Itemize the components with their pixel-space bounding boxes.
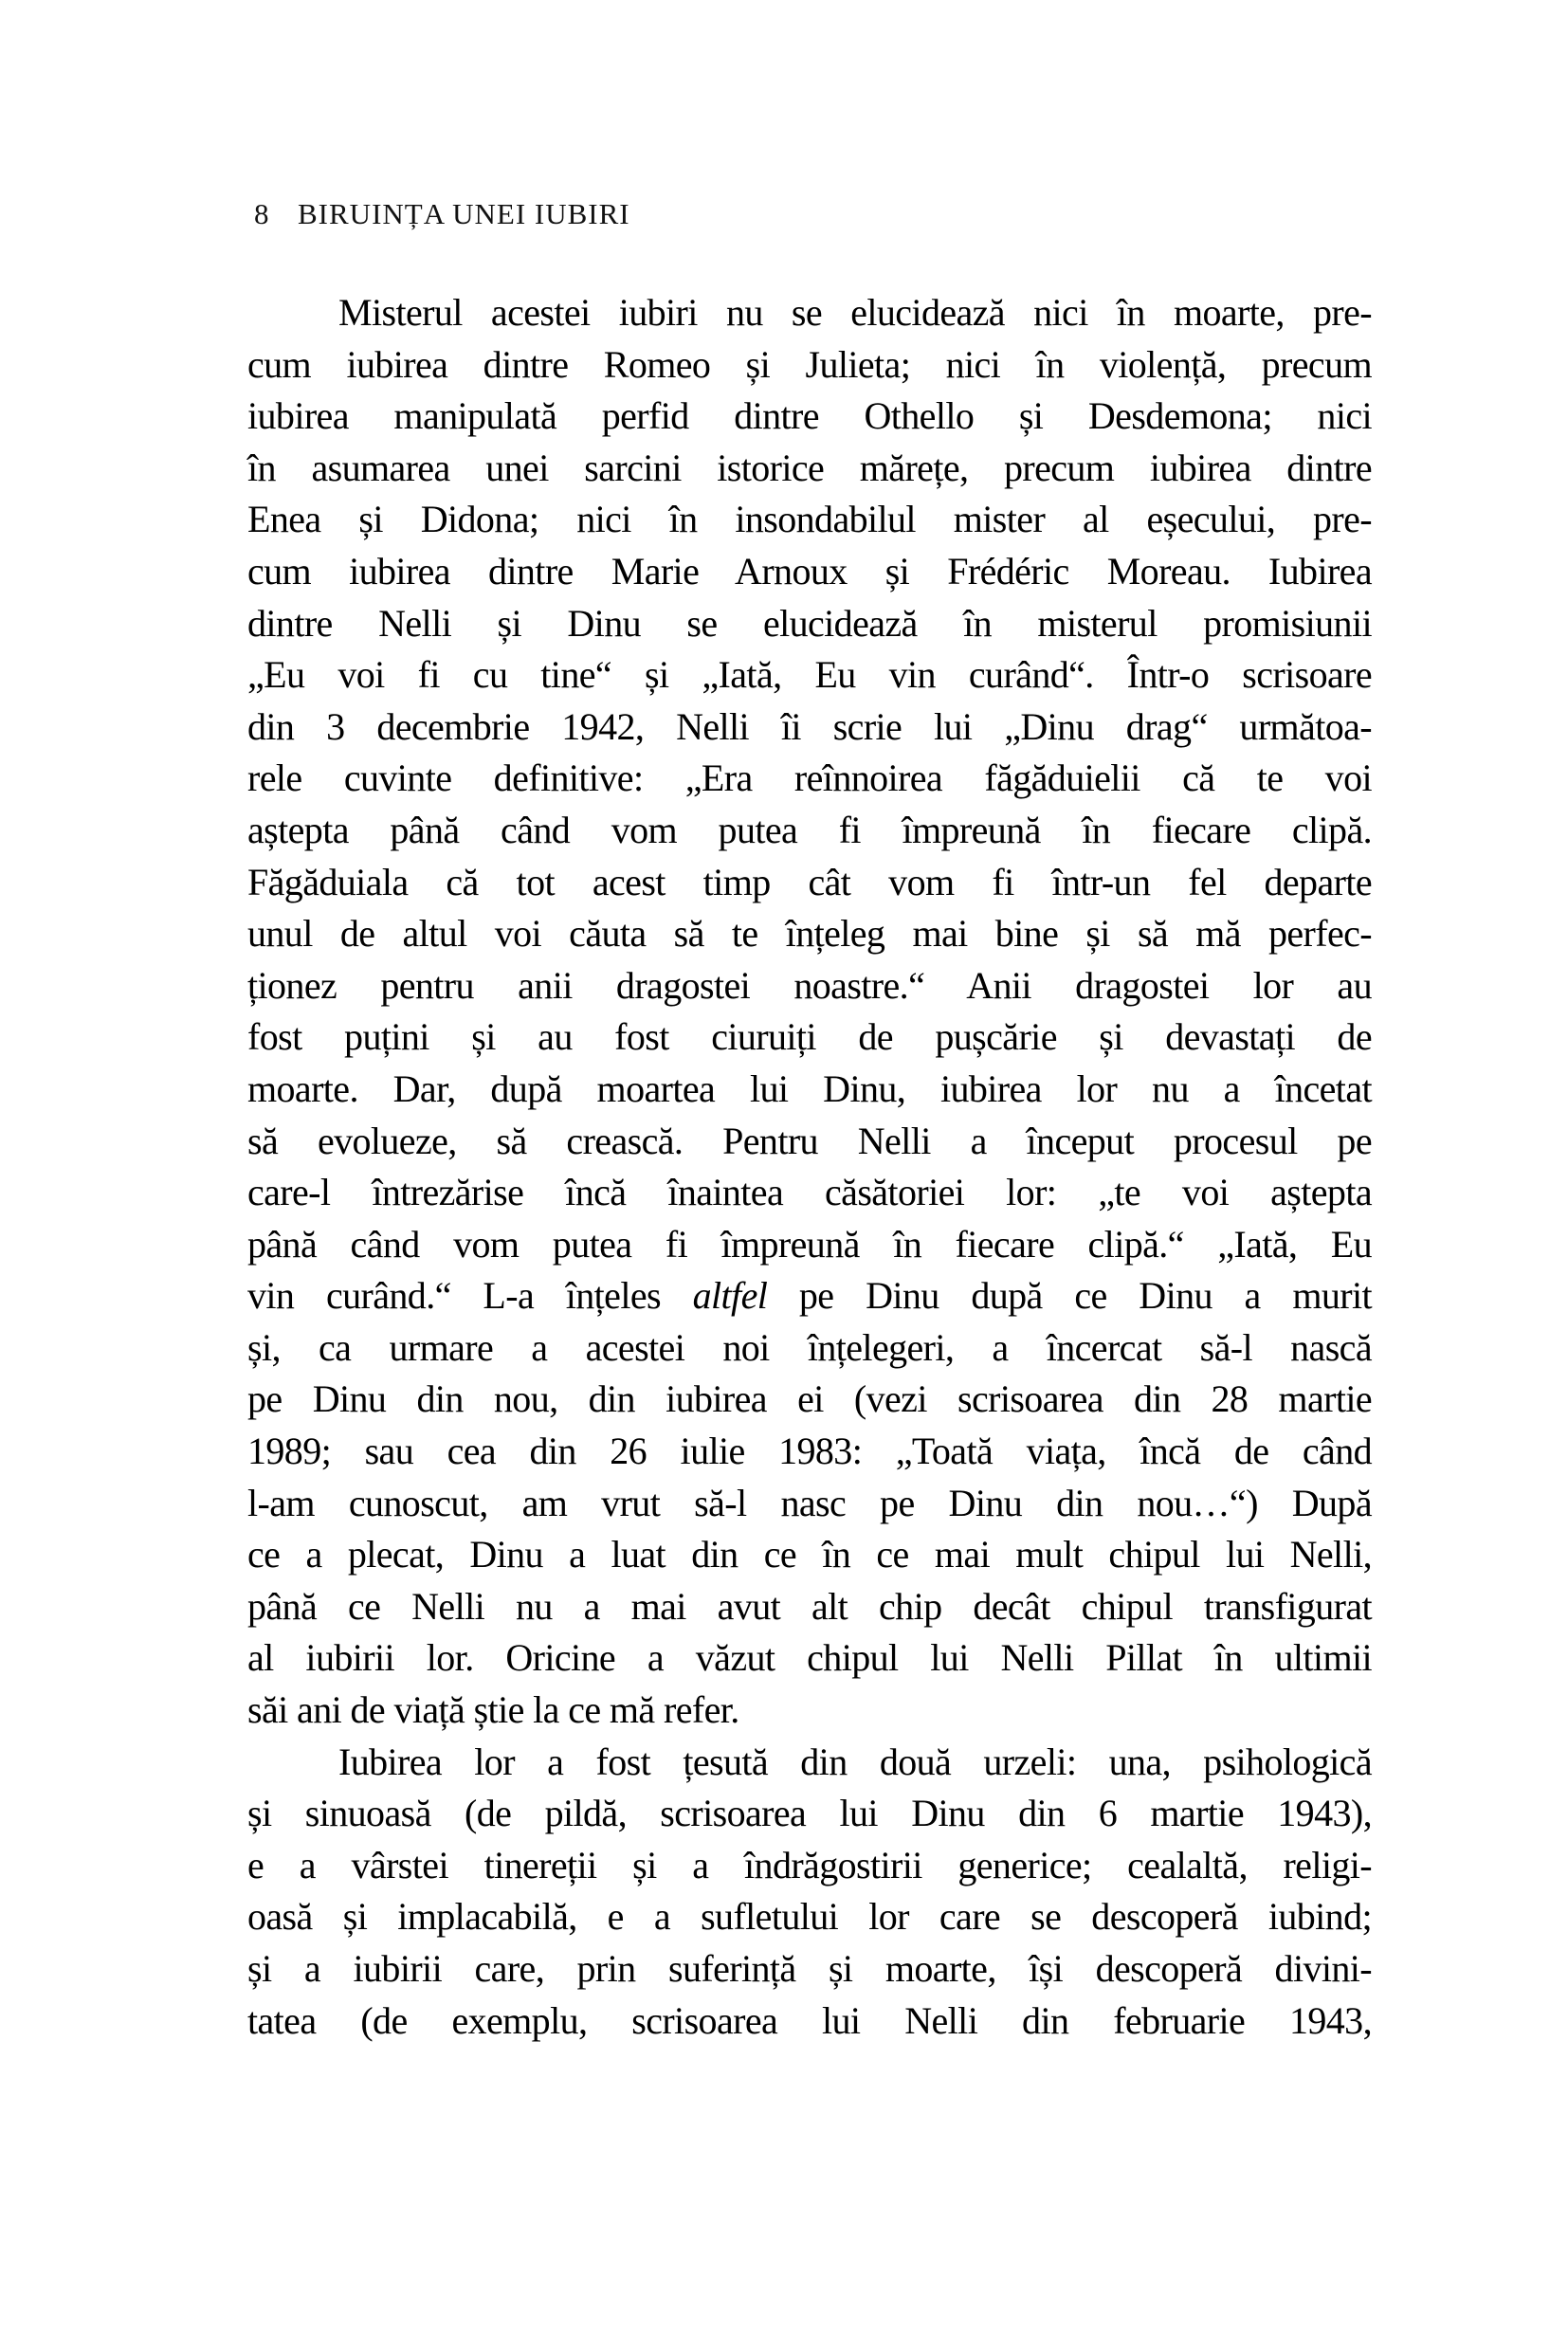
text-line: aștepta până când vom putea fi împreună în fiecare clipă. bbox=[247, 808, 1372, 851]
italic-emphasis: altfel bbox=[692, 1274, 768, 1318]
text-segment: pe Dinu după ce Dinu a murit bbox=[767, 1274, 1373, 1318]
page-number: 8 bbox=[254, 197, 270, 230]
text-line: până ce Nelli nu a mai avut alt chip decât chipul transfigurat bbox=[247, 1584, 1372, 1628]
text-line: ce a plecat, Dinu a luat din ce în ce mai mult chipul lui Nelli, bbox=[247, 1533, 1372, 1576]
text-line: și, ca urmare a acestei noi înțelegeri, a încercat să-l nască bbox=[247, 1325, 1372, 1369]
text-line: al iubirii lor. Oricine a văzut chipul lui Nelli Pillat în ultimii bbox=[247, 1636, 1372, 1680]
text-line: moarte. Dar, după moartea lui Dinu, iubirea lor nu a încetat bbox=[247, 1066, 1372, 1110]
text-line: să evolueze, să crească. Pentru Nelli a început procesul pe bbox=[247, 1119, 1372, 1162]
book-title: BIRUINȚA UNEI IUBIRI bbox=[298, 197, 630, 230]
text-line: Misterul acestei iubiri nu se elucidează nici în moarte, pre- bbox=[338, 291, 1372, 334]
text-line: dintre Nelli și Dinu se elucidează în misterul promisiunii bbox=[247, 601, 1372, 645]
text-line: l-am cunoscut, am vrut să-l nasc pe Dinu din nou…“) După bbox=[247, 1481, 1372, 1524]
text-line: rele cuvinte definitive: „Era reînnoirea făgăduielii că te voi bbox=[247, 756, 1372, 800]
text-line: e a vârstei tinereții și a îndrăgostirii generice; cealaltă, religi- bbox=[247, 1843, 1372, 1886]
text-line: 1989; sau cea din 26 iulie 1983: „Toată viața, încă de când bbox=[247, 1430, 1372, 1473]
text-line: pe Dinu din nou, din iubirea ei (vezi scrisoarea din 28 martie bbox=[247, 1377, 1372, 1421]
paragraph-1 bbox=[247, 287, 1372, 1737]
text-line: Iubirea lor a fost țesută din două urzeli: una, psihologică bbox=[338, 1740, 1372, 1783]
text-line: cum iubirea dintre Marie Arnoux și Frédéric Moreau. Iubirea bbox=[247, 549, 1372, 592]
text-line: unul de altul voi căuta să te înțeleg mai bine și să mă perfec- bbox=[247, 912, 1372, 956]
text-line: până când vom putea fi împreună în fiecare clipă.“ „Iată, Eu bbox=[247, 1222, 1372, 1266]
text-line: în asumarea unei sarcini istorice mărețe, precum iubirea dintre bbox=[247, 446, 1372, 489]
text-line: iubirea manipulată perfid dintre Othello și Desdemona; nici bbox=[247, 394, 1372, 438]
paragraph-2 bbox=[247, 1737, 1372, 2048]
text-line: „Eu voi fi cu tine“ și „Iată, Eu vin curând“. Într-o scrisoare bbox=[247, 653, 1372, 697]
text-line-with-italic bbox=[247, 1270, 1372, 1322]
running-head bbox=[254, 197, 630, 231]
text-line: tatea (de exemplu, scrisoarea lui Nelli din februarie 1943, bbox=[247, 1998, 1372, 2042]
text-line: și a iubirii care, prin suferință și moarte, își descoperă divini- bbox=[247, 1947, 1372, 1990]
text-line: care-l întrezărise încă înaintea căsătoriei lor: „te voi aștepta bbox=[247, 1171, 1372, 1214]
text-line: Făgăduiala că tot acest timp cât vom fi într-un fel departe bbox=[247, 860, 1372, 903]
text-segment: vin curând.“ L-a înțeles bbox=[247, 1274, 693, 1318]
text-line: din 3 decembrie 1942, Nelli îi scrie lui „Dinu drag“ următoa- bbox=[247, 704, 1372, 748]
text-line: ționez pentru anii dragostei noastre.“ Anii dragostei lor au bbox=[247, 963, 1372, 1007]
text-line: fost puțini și au fost ciuruiți de pușcărie și devastați de bbox=[247, 1015, 1372, 1059]
text-line: săi ani de viață știe la ce mă refer. bbox=[247, 1688, 739, 1732]
text-line: și sinuoasă (de pildă, scrisoarea lui Dinu din 6 martie 1943), bbox=[247, 1792, 1372, 1835]
text-line: cum iubirea dintre Romeo și Julieta; nici în violență, precum bbox=[247, 342, 1372, 386]
text-line: oasă și implacabilă, e a sufletului lor care se descoperă iubind; bbox=[247, 1895, 1372, 1939]
body-text bbox=[247, 287, 1372, 2047]
text-line: Enea și Didona; nici în insondabilul mister al eșecului, pre- bbox=[247, 498, 1372, 541]
